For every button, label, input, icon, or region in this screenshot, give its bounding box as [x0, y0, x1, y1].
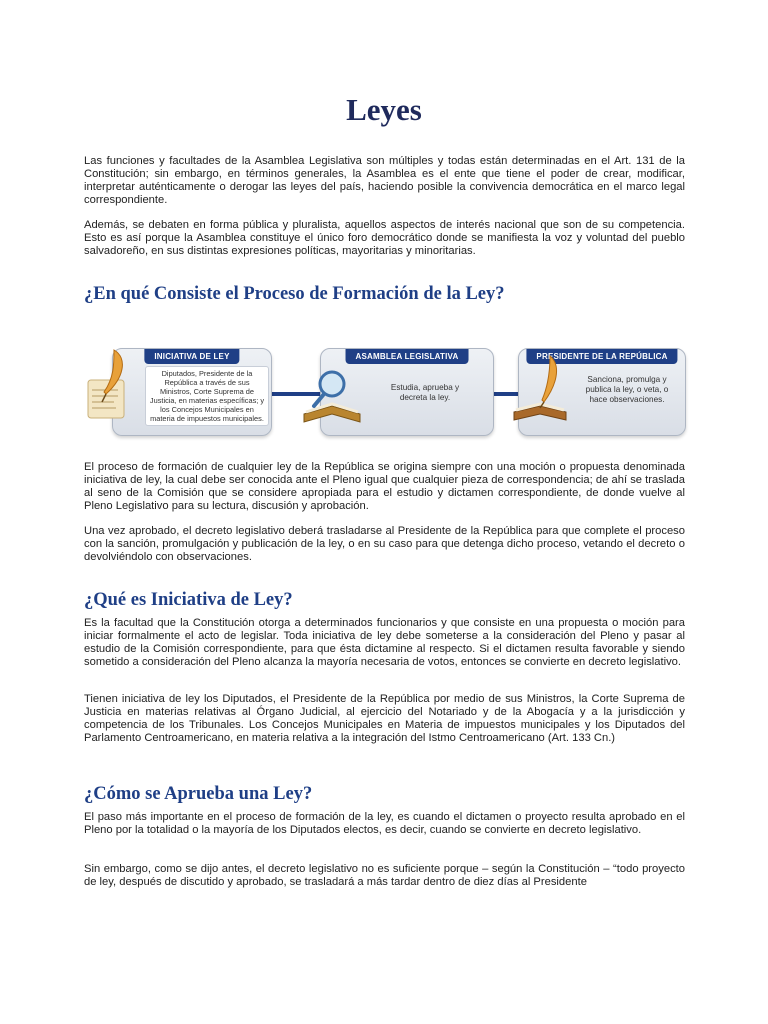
card-text: Estudia, aprueba y decreta la ley.: [390, 383, 460, 402]
aprueba-paragraph-1: El paso más importante en el proceso de formación de la ley, es cuando el dictamen o proyecto resulta aprobado en el Pleno por la totalidad o la mayoría de los Diputados electos, es decir, cuando se convierte en decreto legislativo.: [84, 811, 685, 836]
card-text: Diputados, Presidente de la República a través de sus Ministros, Corte Suprema de Justicia, en materias específicas; y los Concejos Municipales en materia de impuestos municipales.: [145, 366, 269, 426]
diagram-card-iniciativa: [112, 348, 272, 436]
quill-book-icon: [506, 350, 576, 432]
aprueba-paragraph-2: Sin embargo, como se dijo antes, el decreto legislativo no es suficiente porque – según la Constitución – “todo proyecto de ley, después de discutido y aprobado, se trasladará a más tardar dentro de diez días al Presidente: [84, 863, 685, 888]
proceso-paragraph-2: Una vez aprobado, el decreto legislativo deberá trasladarse al Presidente de la República para que complete el proceso con la sanción, promulgación y publicación de la ley, o en su caso para que detenga dicho proceso, vetando el decreto o devolviéndolo con observaciones.: [84, 525, 685, 563]
card-label: INICIATIVA DE LEY: [144, 349, 239, 364]
process-diagram: [84, 336, 685, 446]
intro-paragraph-2: Además, se debaten en forma pública y pluralista, aquellos aspectos de interés nacional que son de su competencia. Esto es así porque la Asamblea constituye el único foro democrático donde se manifiesta la voz y voluntad del pueblo salvadoreño, en sus distintas expresiones políticas, mayoritarias y minoritarias.: [84, 219, 685, 257]
section-heading-iniciativa: ¿Qué es Iniciativa de Ley?: [84, 590, 293, 610]
proceso-paragraph-1: El proceso de formación de cualquier ley de la República se origina siempre con una moción o propuesta denominada iniciativa de ley, la cual debe ser conocida ante el Pleno igual que cualquier pieza de correspondencia; de ahí se traslada al seno de la Comisión que se considere apropiada para el estudio y dictamen correspondiente, de donde vuelve al Pleno Legislativo para su lectura, discusión y aprobación.: [84, 461, 685, 512]
iniciativa-paragraph-2: Tienen iniciativa de ley los Diputados, el Presidente de la República por medio de sus Ministros, la Corte Suprema de Justicia en materias relativas al Órgano Judicial, al ejercicio del Notariado y de la Abogacía y a la jurisdicción y competencia de los Tribunales. Los Concejos Municipales en Materia de impuestos municipales y los Diputados del Parlamento Centroamericano, en materia relativa a la integración del Istmo Centroamericano (Art. 133 Cn.): [84, 693, 685, 744]
card-label: ASAMBLEA LEGISLATIVA: [346, 349, 469, 364]
section-heading-proceso: ¿En qué Consiste el Proceso de Formación de la Ley?: [84, 284, 505, 304]
iniciativa-paragraph-1: Es la facultad que la Constitución otorga a determinados funcionarios y que consiste en una propuesta o moción para iniciar formalmente el acto de legislar. Toda iniciativa de ley debe someterse a la consideración del Pleno y pasar al estudio de la Comisión correspondiente, para que ésta dictamine al respecto. Si el dictamen resulta favorable y siendo sometido a consideración del Pleno alcanza la mayoría necesaria de votos, entonces se convierte en decreto legislativo.: [84, 617, 685, 668]
page-title: Leyes: [346, 92, 422, 127]
section-heading-aprueba: ¿Cómo se Aprueba una Ley?: [84, 784, 313, 804]
magnifier-book-icon: [298, 362, 368, 432]
card-label: PRESIDENTE DE LA REPÚBLICA: [526, 349, 677, 364]
card-text: Sanciona, promulga y publica la ley, o veta, o hace observaciones.: [585, 375, 669, 404]
quill-scroll-icon: [84, 344, 134, 424]
intro-paragraph-1: Las funciones y facultades de la Asamblea Legislativa son múltiples y todas están determinadas en el Art. 131 de la Constitución; sin embargo, en términos generales, la Asamblea es el ente que tiene el poder de crear, modificar, interpretar auténticamente o derogar las leyes del país, haciendo posible la convivencia democrática en el marco legal correspondiente.: [84, 155, 685, 206]
